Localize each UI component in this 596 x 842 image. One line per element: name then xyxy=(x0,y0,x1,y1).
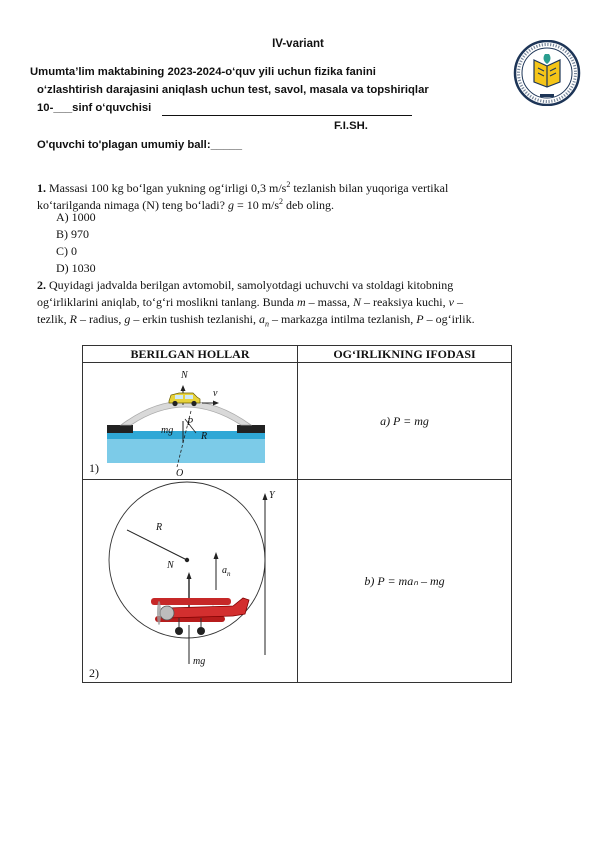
bridge-car-figure xyxy=(83,363,297,479)
q2-line-1: 2. Quyidagi jadvalda berilgan avtomobil, samolyotdagi uchuvchi va stoldagi kitobning xyxy=(37,278,454,292)
q2-number: 2. xyxy=(37,278,46,292)
force-label-n: N xyxy=(167,560,174,571)
case-1-cell xyxy=(83,363,298,480)
radius-label: R xyxy=(156,522,163,533)
q1-line-2: ko‘tarilganda nimaga (N) teng bo‘ladi? g = 10 $m/s^2$ deb oling. xyxy=(37,197,335,212)
row-number: 1) xyxy=(89,461,99,475)
answer-b-cell xyxy=(298,480,512,683)
velocity-label: v xyxy=(213,388,218,399)
formula-a: a) P = mg xyxy=(380,413,429,428)
gravity-label-mg: mg xyxy=(161,425,174,436)
score-label: O'quvchi to'plagan umumiy ball:_____ xyxy=(37,139,242,151)
q1-option-a[interactable]: A) 1000 xyxy=(56,210,96,224)
q2-line-2: og‘irliklarini aniqlab, to‘g‘ri moslikni tanlang. Bunda m – massa, N – reaksiya kuchi, v – xyxy=(37,295,463,309)
fish-label: F.I.SH. xyxy=(334,120,368,132)
airplane-icon xyxy=(151,598,249,635)
header-line-2: o‘zlashtirish darajasini aniqlash uchun test, savol, masala va topshiriqlar xyxy=(37,84,429,96)
row-number: 2) xyxy=(89,666,99,680)
q1-option-d[interactable]: D) 1030 xyxy=(56,261,96,275)
column-header-weight-expression: OG‘IRLIKNING IFODASI xyxy=(298,346,512,363)
radius-label: R xyxy=(201,431,208,442)
q1-option-c[interactable]: C) 0 xyxy=(56,244,77,258)
school-logo xyxy=(512,40,582,106)
cases-table xyxy=(82,345,512,683)
formula-b: b) P = maₙ – mg xyxy=(364,573,445,588)
case-2-cell xyxy=(83,480,298,683)
acceleration-label: $a_n$ xyxy=(222,565,231,578)
airplane-loop-figure xyxy=(83,480,297,682)
q1-number: 1. xyxy=(37,181,46,195)
name-underline xyxy=(162,115,412,116)
q2-line-3: tezlik, R – radius, g – erkin tushish tezlanishi, $a_n$ – markazga intilma tezlanish, P – og‘irlik. xyxy=(37,312,475,329)
variant-title: IV-variant xyxy=(272,38,324,50)
table-row xyxy=(83,480,512,683)
header-line-1: Umumta’lim maktabining 2023-2024-o‘quv yili uchun fizika fanini xyxy=(30,66,376,78)
gravity-label-mg: mg xyxy=(193,656,206,667)
table-row xyxy=(83,363,512,480)
q1-option-b[interactable]: B) 970 xyxy=(56,227,89,241)
axis-label-y: Y xyxy=(269,490,275,501)
class-label: 10-___sinf o‘quvchisi xyxy=(37,102,152,114)
column-header-cases: BERILGAN HOLLAR xyxy=(83,346,298,363)
center-label-o: O xyxy=(176,468,184,479)
force-label-n: N xyxy=(181,370,188,381)
answer-a-cell xyxy=(298,363,512,480)
weight-label-p: P xyxy=(187,417,194,428)
q1-line-1: 1. Massasi 100 kg bo‘lgan yukning og‘irligi 0,3 $m/s^2$ tezlanish bilan yuqoriga vertikal xyxy=(37,180,449,195)
